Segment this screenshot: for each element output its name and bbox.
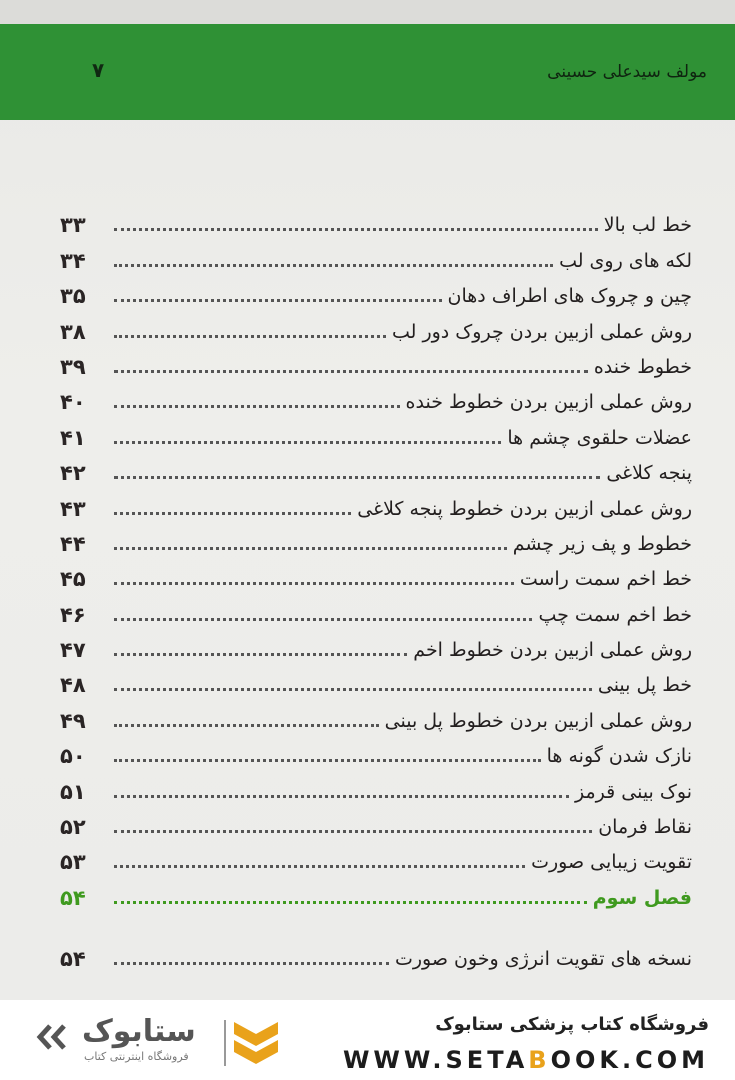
dot-leader — [114, 759, 541, 762]
toc-entry-page: ۴۳ — [60, 496, 86, 521]
toc-entry — [60, 451, 692, 486]
toc-entry — [60, 663, 692, 698]
toc-entry-page: ۳۳ — [60, 213, 86, 238]
toc-entry-title: خط اخم سمت راست — [519, 568, 692, 591]
url-prefix: WWW.SETA — [342, 1046, 529, 1074]
watermark-footer — [0, 1000, 735, 1080]
toc-entry-page: ۳۵ — [60, 284, 86, 309]
url-suffix: OOK.COM — [550, 1046, 709, 1074]
toc-entry-page: ۵۱ — [60, 779, 86, 804]
dot-leader — [114, 335, 386, 338]
toc-entry — [60, 628, 692, 663]
section-gap — [60, 911, 692, 937]
toc-entry — [60, 380, 692, 415]
page-header — [0, 24, 735, 120]
table-of-contents — [60, 203, 692, 972]
toc-entry-title: نوک بینی قرمز — [574, 780, 692, 803]
toc-entry-title: لکه های روی لب — [559, 249, 692, 272]
toc-entry — [60, 486, 692, 521]
page-number: ۷ — [92, 58, 105, 82]
toc-entry-title: روش عملی ازبین بردن خطوط خنده — [405, 391, 692, 414]
logo-tagline: فروشگاه اینترنتی کتاب — [84, 1050, 189, 1063]
toc-entry-title: نقاط فرمان — [598, 816, 692, 839]
toc-entry-page: ۴۴ — [60, 531, 86, 556]
chapter-heading-row — [60, 875, 692, 910]
toc-entry-title: تقویت زیبایی صورت — [531, 851, 692, 874]
toc-entry-title: روش عملی ازبین بردن خطوط پل بینی — [384, 709, 692, 732]
dot-leader — [114, 405, 400, 408]
toc-entry-page: ۳۴ — [60, 248, 86, 273]
dot-leader — [114, 512, 351, 515]
dot-leader — [114, 962, 389, 965]
toc-entry — [60, 274, 692, 309]
dot-leader — [114, 547, 507, 550]
toc-entry-title: نسخه های تقویت انرژی وخون صورت — [394, 948, 692, 971]
toc-entry-title: خط پل بینی — [597, 674, 692, 697]
dot-leader — [114, 370, 588, 373]
dot-leader — [114, 618, 532, 621]
toc-entry-page: ۴۷ — [60, 638, 86, 663]
toc-entry-page: ۳۸ — [60, 319, 86, 344]
dot-leader — [114, 476, 600, 479]
url-accent: B — [528, 1046, 551, 1074]
toc-entry — [60, 937, 692, 972]
toc-entry — [60, 522, 692, 557]
toc-entry — [60, 805, 692, 840]
page-top-edge — [0, 0, 735, 26]
chapter-page-number: ۵۴ — [60, 885, 86, 910]
toc-entry-page: ۴۶ — [60, 602, 86, 627]
store-url[interactable] — [343, 1046, 709, 1074]
toc-entry — [60, 840, 692, 875]
dot-leader — [114, 299, 442, 302]
author-line: مولف سیدعلی حسینی — [547, 62, 707, 82]
toc-entry-title: پنجه کلاغی — [606, 462, 692, 485]
toc-entry-title: خط لب بالا — [603, 214, 692, 237]
dot-leader — [114, 865, 525, 868]
toc-entry-page: ۴۱ — [60, 425, 86, 450]
toc-entry-page: ۳۹ — [60, 354, 86, 379]
toc-entry-page: ۵۰ — [60, 744, 86, 769]
toc-entry — [60, 592, 692, 627]
store-name: فروشگاه کتاب پزشکی ستابوک — [435, 1014, 709, 1035]
dot-leader — [114, 441, 501, 444]
logo-arrows-icon — [36, 1022, 70, 1052]
toc-entry-page: ۵۴ — [60, 947, 86, 972]
toc-entry-title: روش عملی ازبین بردن چروک دور لب — [391, 320, 692, 343]
dot-leader — [114, 264, 553, 267]
dot-leader — [114, 830, 592, 833]
toc-entry-page: ۵۳ — [60, 850, 86, 875]
logo-chevron-icon — [228, 1014, 284, 1070]
toc-entry-title: نازک شدن گونه ها — [546, 745, 692, 768]
toc-entry — [60, 309, 692, 344]
toc-entry-page: ۴۰ — [60, 390, 86, 415]
dot-leader — [114, 795, 569, 798]
toc-entry — [60, 698, 692, 733]
toc-entry — [60, 769, 692, 804]
logo-divider — [224, 1020, 226, 1066]
toc-entry-title: روش عملی ازبین بردن خطوط اخم — [413, 639, 692, 662]
toc-entry-page: ۵۲ — [60, 815, 86, 840]
chapter-title: فصل سوم — [592, 886, 692, 909]
toc-entry-title: چین و چروک های اطراف دهان — [447, 285, 692, 308]
dot-leader — [114, 228, 598, 231]
toc-entry — [60, 345, 692, 380]
dot-leader — [114, 653, 407, 656]
toc-entry-page: ۴۵ — [60, 567, 86, 592]
toc-entry-title: خطوط و پف زیر چشم — [512, 532, 692, 555]
toc-entry — [60, 203, 692, 238]
toc-entry — [60, 415, 692, 450]
toc-entry — [60, 557, 692, 592]
toc-entry-title: عضلات حلقوی چشم ها — [507, 426, 692, 449]
dot-leader — [114, 688, 592, 691]
dot-leader — [114, 724, 379, 727]
toc-entry-page: ۴۸ — [60, 673, 86, 698]
setabook-logo — [24, 1014, 284, 1070]
logo-word: ستابوک — [82, 1014, 196, 1049]
toc-entry-title: روش عملی ازبین بردن خطوط پنجه کلاغی — [357, 497, 692, 520]
toc-entry-page: ۴۹ — [60, 708, 86, 733]
toc-entry-title: خط اخم سمت چپ — [538, 603, 692, 626]
toc-entry-title: خطوط خنده — [593, 355, 692, 378]
dot-leader — [114, 582, 514, 585]
dot-leader — [114, 901, 587, 904]
toc-entry-page: ۴۲ — [60, 461, 86, 486]
toc-entry — [60, 734, 692, 769]
toc-entry — [60, 238, 692, 273]
